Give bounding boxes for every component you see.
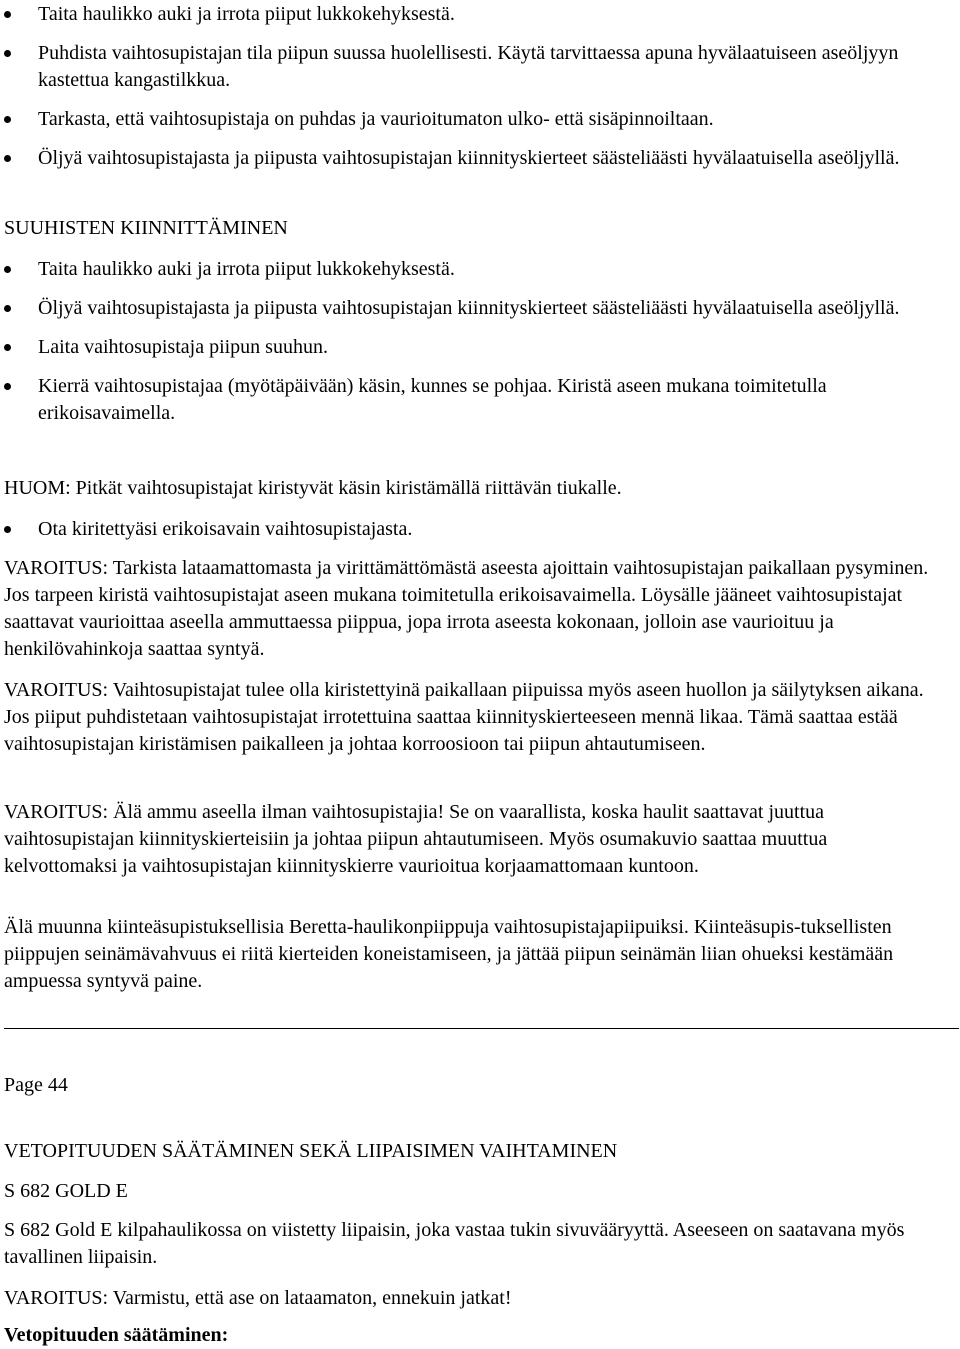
list-item — [0, 295, 960, 322]
list-item-text: Laita vaihtosupistaja piipun suuhun. — [38, 336, 328, 358]
note-huom: HUOM: Pitkät vaihtosupistajat kiristyvät käsin kiristämällä riittävän tiukalle. — [4, 477, 622, 499]
list-item — [0, 40, 960, 94]
section-heading-suuhisten: SUUHISTEN KIINNITTÄMINEN — [4, 217, 288, 239]
warning-paragraph: VAROITUS: Vaihtosupistajat tulee olla kiristettyinä paikallaan piipuissa myös aseen huollon ja säilytyksen aikana. Jos piiput puhdistetaan vaihtosupistajat irrotettuina saattaa kiinnityskierteeseen mennä likaa. Tämä saattaa estää vaihtosupistajan kiristämisen paikalleen ja johtaa korroosioon tai piipun ahtautumiseen. — [4, 679, 924, 755]
warning-paragraph: VAROITUS: Tarkista lataamattomasta ja virittämättömästä aseesta ajoittain vaihtosupistajan paikallaan pysyminen. Jos tarpeen kiristä vaihtosupistajat aseen mukana toimitetulla erikoisavaimella. Löysälle jääneet vaihtosupistajat saattavat vaurioittaa aseella ammuttaessa piippua, jopa irrota aseesta kokonaan, jolloin ase vaurioituu ja henkilövahinkoja saattaa syntyä. — [4, 557, 929, 660]
subheading: Vetopituuden säätäminen: — [4, 1324, 229, 1346]
bullet-icon — [4, 344, 11, 351]
bullet-icon — [4, 526, 11, 533]
removal-steps-list — [0, 516, 960, 543]
warning-paragraph: VAROITUS: Älä ammu aseella ilman vaihtosupistajia! Se on vaarallista, koska haulit saattavat juuttua vaihtosupistajan kiinnityskierteisiin ja johtaa piipun ahtautumiseen. Myös osumakuvio saattaa muuttua kelvottomaksi ja vaihtosupistajan kiinnityskierre vaurioitua korjaamattomaan kuntoon. — [4, 801, 828, 877]
cleaning-steps-list — [0, 1, 960, 172]
section-heading-vetopituuden: VETOPITUUDEN SÄÄTÄMINEN SEKÄ LIIPAISIMEN VAIHTAMINEN — [4, 1140, 618, 1162]
list-item — [0, 373, 960, 427]
list-item-text: Taita haulikko auki ja irrota piiput lukkokehyksestä. — [38, 258, 455, 280]
list-item — [0, 334, 960, 361]
bullet-icon — [4, 116, 11, 123]
page-number: Page 44 — [4, 1074, 68, 1096]
warning-paragraph: VAROITUS: Varmistu, että ase on lataamaton, ennekuin jatkat! — [4, 1287, 512, 1309]
bullet-icon — [4, 383, 11, 390]
list-item-text: Öljyä vaihtosupistajasta ja piipusta vaihtosupistajan kiinnityskierteet säästeliäästi hyvälaatuisella aseöljyllä. — [38, 147, 900, 169]
bullet-icon — [4, 305, 11, 312]
bullet-icon — [4, 50, 11, 57]
attachment-steps-list — [0, 256, 960, 427]
list-item-text: Ota kiritettyäsi erikoisavain vaihtosupistajasta. — [38, 518, 413, 540]
list-item-text: Taita haulikko auki ja irrota piiput lukkokehyksestä. — [38, 3, 455, 25]
bullet-icon — [4, 266, 11, 273]
list-item-text: Öljyä vaihtosupistajasta ja piipusta vaihtosupistajan kiinnityskierteet säästeliäästi hyvälaatuisella aseöljyllä. — [38, 297, 900, 319]
model-heading: S 682 GOLD E — [4, 1180, 128, 1202]
beretta-paragraph: Älä muunna kiinteäsupistuksellisia Beretta-haulikonpiippuja vaihtosupistajapiipuiksi. Kiinteäsupis-tuksellisten piippujen seinämävahvuus ei riitä kierteiden koneistamiseen, ja jättää piipun seinämän liian ohueksi kestämään ampuessa syntyvä paine. — [4, 916, 894, 992]
page-divider — [4, 1028, 959, 1029]
list-item — [0, 106, 960, 133]
bullet-icon — [4, 155, 11, 162]
list-item — [0, 145, 960, 172]
list-item-text: Kierrä vaihtosupistajaa (myötäpäivään) käsin, kunnes se pohjaa. Kiristä aseen mukana toimitetulla erikoisavaimella. — [38, 375, 827, 424]
list-item — [0, 516, 960, 543]
bullet-icon — [4, 11, 11, 18]
list-item-text: Puhdista vaihtosupistajan tila piipun suussa huolellisesti. Käytä tarvittaessa apuna hyvälaatuiseen aseöljyyn kastettua kangastilkkua. — [38, 42, 899, 91]
list-item — [0, 1, 960, 28]
list-item-text: Tarkasta, että vaihtosupistaja on puhdas ja vaurioitumaton ulko- että sisäpinnoiltaan. — [38, 108, 714, 130]
model-paragraph: S 682 Gold E kilpahaulikossa on viistetty liipaisin, joka vastaa tukin sivuvääryyttä. Aseeseen on saatavana myös tavallinen liipaisin. — [4, 1219, 905, 1268]
list-item — [0, 256, 960, 283]
